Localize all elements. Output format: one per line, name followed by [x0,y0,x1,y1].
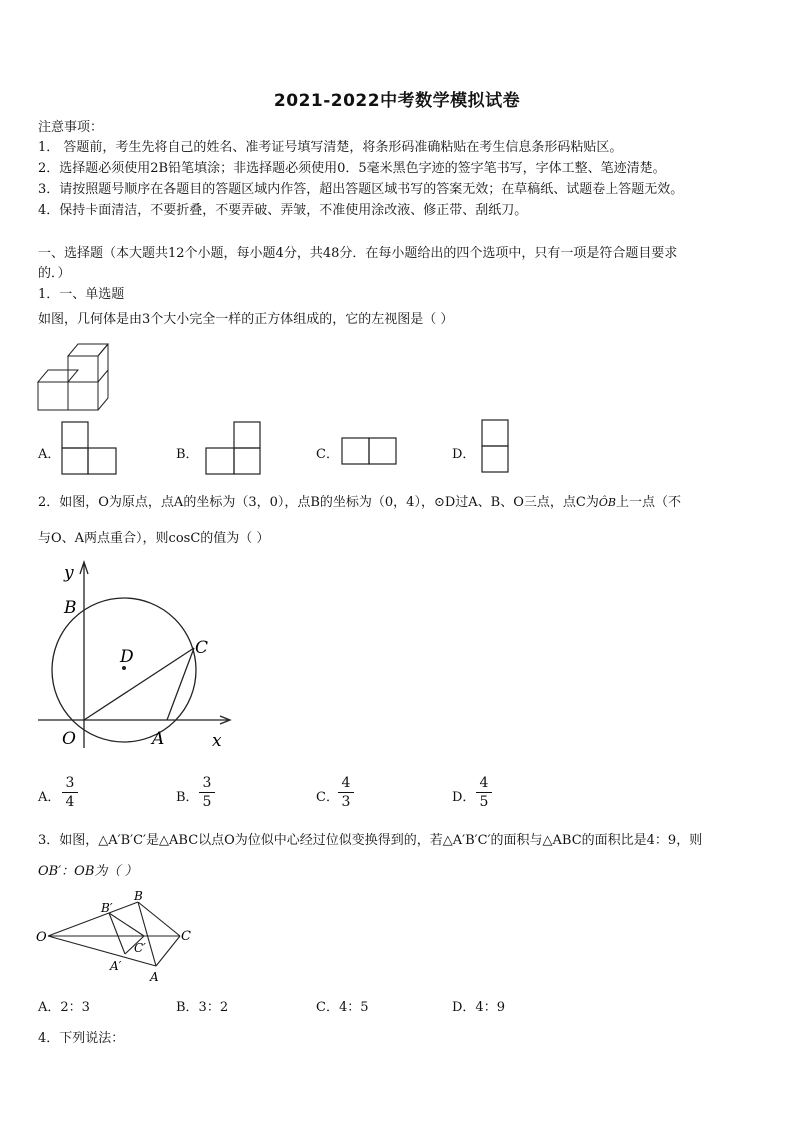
q2-label-x: x [212,731,222,751]
q2-option-b-fraction [199,775,215,810]
q2-arc-label: ÔB [598,496,616,509]
q2-option-c-fraction [338,775,354,810]
q1-stem: 如图，几何体是由3个大小完全一样的正方体组成的，它的左视图是（ ） [38,312,454,327]
q2-option-a-denominator: 4 [65,794,75,810]
q1-subheading: 1．一、单选题 [38,287,125,302]
q1-option-b-label: B． [176,447,199,462]
q2-label-b: B [64,598,77,618]
q2-option-a-numerator: 3 [65,775,75,791]
q3-label-o: O [36,930,47,945]
q2-label-d: D [120,647,134,667]
q3-label-b: B [134,889,143,903]
q2-option-b-denominator: 5 [202,794,212,810]
q3-similar-triangles-figure [34,888,204,988]
page-title: 2021-2022中考数学模拟试卷 [273,91,521,111]
q3-option-c: C．4：5 [316,1000,369,1015]
q1-option-d-figure [480,418,512,476]
notice-item-2: 2．选择题必须使用2B铅笔填涂；非选择题必须使用0．5毫米黑色字迹的签字笔书写，字体工整、笔迹清楚。 [38,161,666,176]
q2-circle-figure [34,558,234,754]
q2-option-b-label: B． [176,790,199,805]
q1-option-c-label: C． [316,447,339,462]
q2-stem-line2: 与O、A两点重合），则cosC的值为（ ） [38,531,270,546]
section-heading-line1: 一、选择题（本大题共12个小题，每小题4分，共48分．在每小题给出的四个选项中，只有一项是符合题目要求 [38,246,678,261]
q2-label-a: A [152,729,165,749]
q2-option-d-denominator: 5 [479,794,489,810]
q1-option-b-figure [204,420,264,476]
q1-option-a-figure [60,420,120,476]
q3-label-b-prime: B′ [101,901,113,915]
q2-option-b-numerator: 3 [202,775,212,791]
q2-label-c: C [195,638,209,658]
q2-option-a-fraction [62,775,78,810]
q2-option-d-numerator: 4 [479,775,489,791]
q1-cube-figure [36,340,112,414]
section-heading-line2: 的．） [38,266,71,281]
q2-stem-line1-tail: 上一点（不 [615,495,681,510]
q3-label-c: C [181,929,191,944]
q2-option-d-fraction [476,775,492,810]
notice-item-3: 3．请按照题号顺序在各题目的答题区域内作答，超出答题区域书写的答案无效；在草稿纸、试题卷上答题无效。 [38,182,684,197]
q3-label-c-prime: C′ [134,941,146,955]
q2-label-y: y [64,563,74,583]
q2-stem-line1 [38,493,681,513]
q2-option-c-numerator: 4 [341,775,351,791]
q2-option-d-label: D． [452,790,476,805]
q2-option-c-denominator: 3 [341,794,351,810]
q1-option-d-label: D． [452,447,476,462]
q3-label-a-prime: A′ [110,959,122,973]
q4-stem: 4．下列说法： [38,1031,125,1046]
q3-option-a: A．2：3 [38,1000,90,1015]
q1-option-a-label: A． [38,447,61,462]
q3-stem-line1: 3．如图，△A′B′C′是△ABC以点O为位似中心经过位似变换得到的，若△A′B′C′的面积与△ABC的面积比是4：9，则 [38,833,703,848]
notice-item-4: 4．保持卡面清洁，不要折叠，不要弄破、弄皱，不准使用涂改液、修正带、刮纸刀。 [38,203,528,218]
q3-option-b: B．3：2 [176,1000,229,1015]
q3-label-a: A [150,970,159,984]
q3-option-d: D．4：9 [452,1000,505,1015]
q2-stem-line1-text: 2．如图，O为原点，点A的坐标为（3，0），点B的坐标为（0，4），⊙D过A、B、O三点，点C为 [38,495,599,510]
q2-option-a-label: A． [38,790,61,805]
q1-option-c-figure [340,436,400,468]
q3-stem-line2: OB′：OB为（ ） [38,864,138,879]
q2-option-c-label: C． [316,790,339,805]
notice-heading: 注意事项： [38,120,104,135]
notice-item-1: 1． 答题前，考生先将自己的姓名、准考证号填写清楚，将条形码准确粘贴在考生信息条形码粘贴区。 [38,140,623,155]
q2-label-o: O [62,729,76,749]
